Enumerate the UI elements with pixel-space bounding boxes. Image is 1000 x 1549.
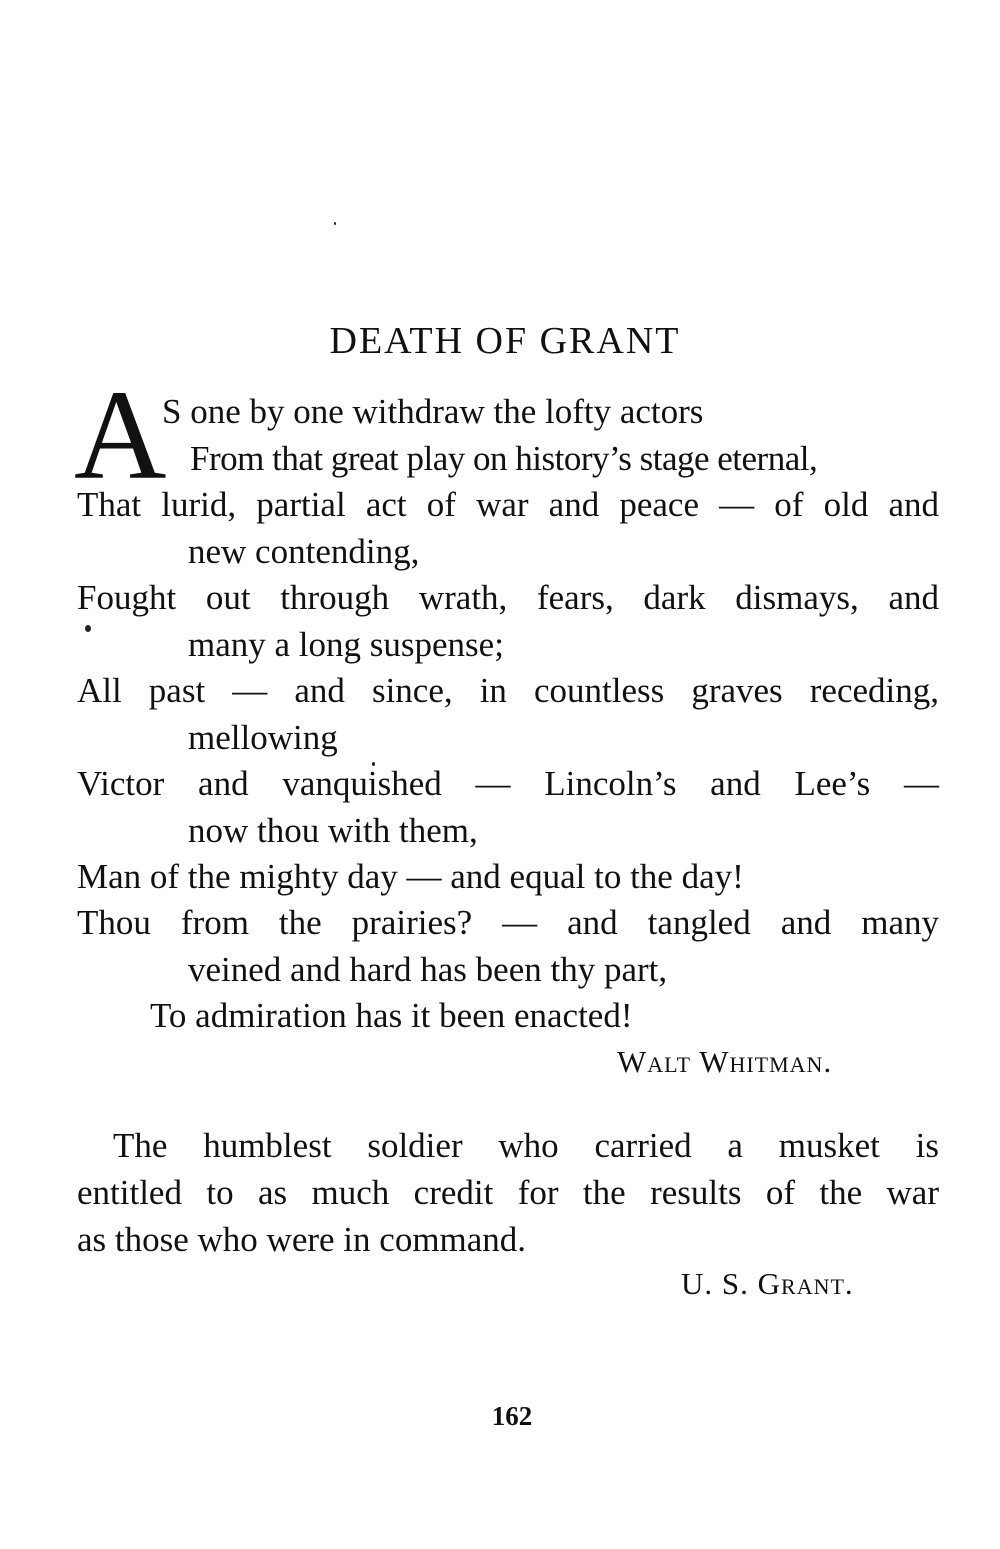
poem-line: new contending, <box>188 532 420 571</box>
poem-line: mellowing <box>188 718 338 757</box>
poem-line: That lurid, partial act of war and peace — of old and <box>77 485 939 524</box>
poem-line: S one by one withdraw the lofty actors <box>162 392 704 431</box>
poem-line: Fought out through wrath, fears, dark dismays, and <box>77 578 939 617</box>
drop-cap: A <box>74 364 167 506</box>
poem-line: To admiration has it been enacted! <box>150 996 633 1035</box>
print-speck <box>334 222 336 225</box>
poem-line: Man of the mighty day — and equal to the day! <box>77 857 744 896</box>
poem-line: Victor and vanquished — Lincoln’s and Lee’s — <box>77 764 939 803</box>
poem-line: All past — and since, in countless graves receding, <box>77 671 939 710</box>
quote-line: as those who were in command. <box>77 1220 527 1259</box>
poem-line: From that great play on history’s stage eternal, <box>190 439 818 478</box>
quote-line: entitled to as much credit for the results of the war <box>77 1173 939 1212</box>
poem-line: now thou with them, <box>188 811 478 850</box>
quote-line: The humblest soldier who carried a musket is <box>113 1126 939 1165</box>
quote-attribution: U. S. Grant. <box>681 1266 854 1301</box>
poem-line: Thou from the prairies? — and tangled and many <box>77 903 939 942</box>
page-title: DEATH OF GRANT <box>329 320 681 362</box>
poem-line: veined and hard has been thy part, <box>188 950 668 989</box>
poem-line: many a long suspense; <box>188 625 504 664</box>
print-speck <box>85 625 91 632</box>
page-number: 162 <box>491 1401 533 1431</box>
poem-attribution: Walt Whitman. <box>617 1044 833 1079</box>
